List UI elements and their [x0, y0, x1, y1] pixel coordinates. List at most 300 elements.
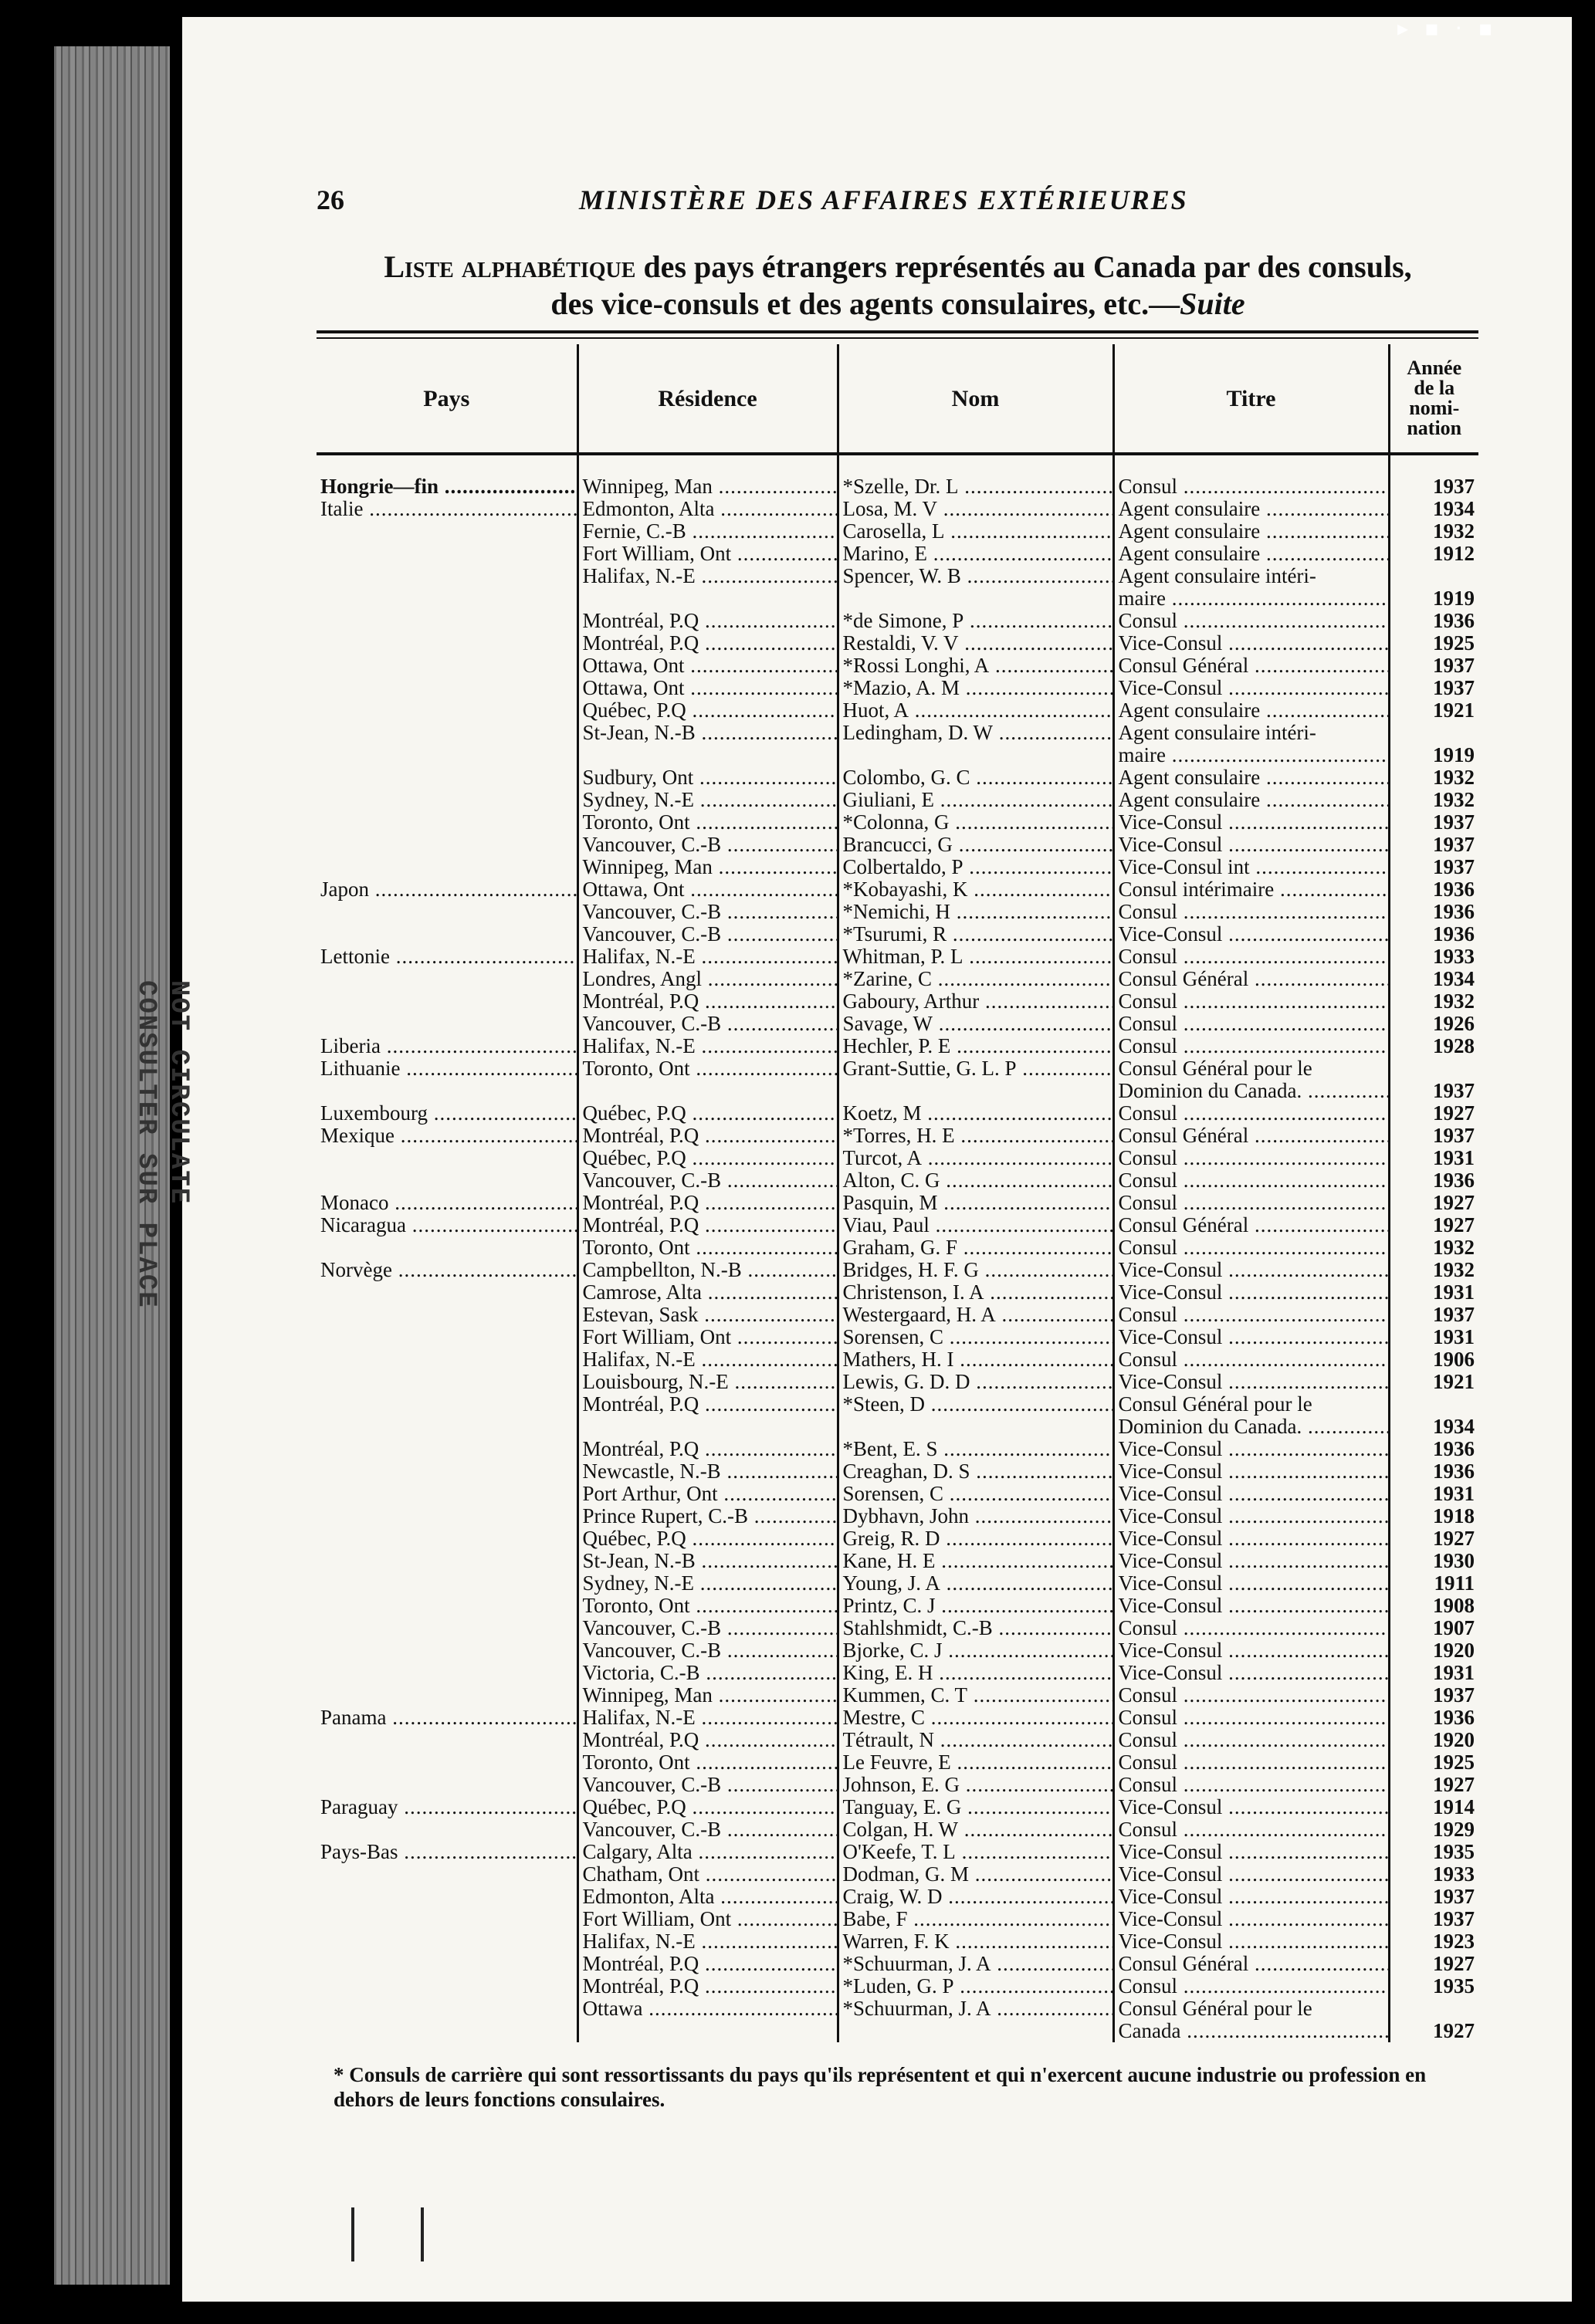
- cell-titre: Consul Général pour le: [1113, 1393, 1389, 1416]
- cell-titre: Consul .....: [1113, 454, 1389, 498]
- cell-residence: Edmonton, Alta .....: [577, 498, 838, 520]
- cell-titre: Consul Général .....: [1113, 1214, 1389, 1236]
- table-row: [317, 587, 1478, 610]
- cell-residence: Estevan, Sask .....: [577, 1304, 838, 1326]
- table-row: [317, 1774, 1478, 1796]
- cell-residence: Edmonton, Alta .....: [577, 1886, 838, 1908]
- cell-residence: Chatham, Ont .....: [577, 1863, 838, 1886]
- cell-nom: Restaldi, V. V .....: [838, 632, 1113, 655]
- cell-pays: [317, 923, 577, 945]
- table-row: [317, 1841, 1478, 1863]
- table-header-row: [317, 344, 1478, 454]
- cell-titre: Consul Général .....: [1113, 1125, 1389, 1147]
- cell-titre: Consul Général .....: [1113, 968, 1389, 990]
- table-row: [317, 454, 1478, 498]
- cell-pays: [317, 655, 577, 677]
- table-row: [317, 722, 1478, 744]
- cell-annee: 1937: [1389, 834, 1478, 856]
- cell-annee: 1934: [1389, 1416, 1478, 1438]
- cell-pays: [317, 1169, 577, 1192]
- cell-nom: [838, 1416, 1113, 1438]
- table-row: [317, 1662, 1478, 1684]
- table-row: [317, 1505, 1478, 1527]
- cell-titre: Consul .....: [1113, 945, 1389, 968]
- cell-pays: [317, 990, 577, 1013]
- double-rule-top: [317, 330, 1478, 333]
- cell-annee: 1937: [1389, 1908, 1478, 1930]
- header-titre: Titre: [1113, 344, 1389, 454]
- cell-pays: [317, 1147, 577, 1169]
- cell-nom: *Torres, H. E .....: [838, 1125, 1113, 1147]
- cell-annee: 1912: [1389, 543, 1478, 565]
- table-row: [317, 901, 1478, 923]
- cell-titre: Consul Général .....: [1113, 1953, 1389, 1975]
- table-row: [317, 1908, 1478, 1930]
- cell-nom: *Steen, D .....: [838, 1393, 1113, 1416]
- scan-artifact-marks: [351, 2207, 444, 2269]
- cell-titre: Consul .....: [1113, 1617, 1389, 1639]
- cell-titre: Agent consulaire .....: [1113, 520, 1389, 543]
- cell-titre: Consul .....: [1113, 1707, 1389, 1729]
- cell-annee: 1935: [1389, 1975, 1478, 1998]
- cell-residence: Toronto, Ont .....: [577, 811, 838, 834]
- cell-nom: Colgan, H. W .....: [838, 1818, 1113, 1841]
- cell-titre: Consul .....: [1113, 610, 1389, 632]
- table-row: [317, 1371, 1478, 1393]
- cell-annee: [1389, 1057, 1478, 1080]
- title-line1: des pays étrangers représentés au Canada par des consuls,: [635, 249, 1412, 284]
- cell-nom: Alton, C. G .....: [838, 1169, 1113, 1192]
- cell-nom: Whitman, P. L .....: [838, 945, 1113, 968]
- cell-annee: 1921: [1389, 699, 1478, 722]
- cell-nom: *Tsurumi, R .....: [838, 923, 1113, 945]
- cell-titre: Vice-Consul .....: [1113, 1371, 1389, 1393]
- table-row: [317, 811, 1478, 834]
- cell-residence: Halifax, N.-E .....: [577, 1930, 838, 1953]
- cell-pays: Panama .....: [317, 1707, 577, 1729]
- cell-annee: 1936: [1389, 1707, 1478, 1729]
- cell-pays: [317, 632, 577, 655]
- cell-titre: maire .....: [1113, 744, 1389, 766]
- cell-titre: Consul Général pour le: [1113, 1057, 1389, 1080]
- cell-annee: 1923: [1389, 1930, 1478, 1953]
- table-row: [317, 766, 1478, 789]
- cell-nom: Christenson, I. A .....: [838, 1281, 1113, 1304]
- cell-nom: Le Feuvre, E .....: [838, 1751, 1113, 1774]
- cell-pays: [317, 565, 577, 587]
- cell-annee: 1927: [1389, 1192, 1478, 1214]
- table-row: [317, 655, 1478, 677]
- cell-residence: Toronto, Ont .....: [577, 1595, 838, 1617]
- cell-annee: 1929: [1389, 1818, 1478, 1841]
- cell-annee: 1932: [1389, 766, 1478, 789]
- cell-annee: 1937: [1389, 1125, 1478, 1147]
- cell-annee: 1932: [1389, 520, 1478, 543]
- cell-titre: Consul Général pour le: [1113, 1998, 1389, 2020]
- cell-residence: Québec, P.Q .....: [577, 1527, 838, 1550]
- cell-residence: Winnipeg, Man .....: [577, 454, 838, 498]
- cell-pays: [317, 1348, 577, 1371]
- cell-pays: [317, 722, 577, 744]
- table-row: [317, 1192, 1478, 1214]
- cell-titre: Consul .....: [1113, 1818, 1389, 1841]
- cell-nom: Sorensen, C .....: [838, 1326, 1113, 1348]
- cell-annee: 1936: [1389, 1169, 1478, 1192]
- cell-annee: 1906: [1389, 1348, 1478, 1371]
- cell-pays: [317, 1393, 577, 1416]
- cell-pays: [317, 1281, 577, 1304]
- cell-pays: [317, 834, 577, 856]
- cell-annee: 1920: [1389, 1639, 1478, 1662]
- table-row: [317, 744, 1478, 766]
- cell-pays: [317, 1662, 577, 1684]
- cell-annee: 1933: [1389, 945, 1478, 968]
- cell-titre: Vice-Consul .....: [1113, 677, 1389, 699]
- cell-nom: Gaboury, Arthur .....: [838, 990, 1113, 1013]
- cell-nom: Savage, W .....: [838, 1013, 1113, 1035]
- cell-pays: [317, 1550, 577, 1572]
- cell-residence: Prince Rupert, C.-B .....: [577, 1505, 838, 1527]
- cell-residence: Sydney, N.-E .....: [577, 1572, 838, 1595]
- cell-annee: 1936: [1389, 923, 1478, 945]
- table-row: [317, 1550, 1478, 1572]
- cell-pays: [317, 1930, 577, 1953]
- cell-annee: 1937: [1389, 856, 1478, 878]
- cell-nom: *Luden, G. P .....: [838, 1975, 1113, 1998]
- cell-titre: Consul .....: [1113, 1169, 1389, 1192]
- cell-residence: Montréal, P.Q .....: [577, 1214, 838, 1236]
- cell-pays: [317, 1371, 577, 1393]
- cell-annee: 1932: [1389, 1236, 1478, 1259]
- cell-nom: [838, 1080, 1113, 1102]
- cell-nom: Kummen, C. T .....: [838, 1684, 1113, 1707]
- table-row: [317, 878, 1478, 901]
- table-row: [317, 1281, 1478, 1304]
- cell-residence: Vancouver, C.-B .....: [577, 1169, 838, 1192]
- cell-residence: [577, 587, 838, 610]
- cell-titre: Consul .....: [1113, 1035, 1389, 1057]
- cell-nom: *Bent, E. S .....: [838, 1438, 1113, 1460]
- cell-pays: [317, 610, 577, 632]
- cell-annee: 1931: [1389, 1326, 1478, 1348]
- cell-titre: Vice-Consul .....: [1113, 1863, 1389, 1886]
- cell-nom: Brancucci, G .....: [838, 834, 1113, 856]
- cell-pays: [317, 699, 577, 722]
- table-row: [317, 1886, 1478, 1908]
- cell-pays: Pays-Bas .....: [317, 1841, 577, 1863]
- cell-nom: Giuliani, E .....: [838, 789, 1113, 811]
- cell-nom: Huot, A .....: [838, 699, 1113, 722]
- cell-residence: Halifax, N.-E .....: [577, 945, 838, 968]
- cell-residence: Fernie, C.-B .....: [577, 520, 838, 543]
- cell-pays: [317, 1639, 577, 1662]
- cell-pays: Italie .....: [317, 498, 577, 520]
- cell-pays: [317, 1975, 577, 1998]
- cell-annee: 1914: [1389, 1796, 1478, 1818]
- table-row: [317, 1617, 1478, 1639]
- cell-nom: Graham, G. F .....: [838, 1236, 1113, 1259]
- cell-annee: 1932: [1389, 990, 1478, 1013]
- cell-nom: *Colonna, G .....: [838, 811, 1113, 834]
- cell-titre: Vice-Consul .....: [1113, 1527, 1389, 1550]
- cell-residence: Montréal, P.Q .....: [577, 632, 838, 655]
- table-row: [317, 1595, 1478, 1617]
- table-row: [317, 1393, 1478, 1416]
- cell-titre: Consul .....: [1113, 1147, 1389, 1169]
- cell-pays: [317, 901, 577, 923]
- table-row: [317, 1818, 1478, 1841]
- cell-titre: Vice-Consul .....: [1113, 1572, 1389, 1595]
- cell-annee: 1927: [1389, 1214, 1478, 1236]
- cell-pays: Lithuanie .....: [317, 1057, 577, 1080]
- cell-nom: Dodman, G. M .....: [838, 1863, 1113, 1886]
- cell-titre: Vice-Consul .....: [1113, 1908, 1389, 1930]
- cell-pays: Nicaragua .....: [317, 1214, 577, 1236]
- cell-nom: Tanguay, E. G .....: [838, 1796, 1113, 1818]
- cell-nom: Koetz, M .....: [838, 1102, 1113, 1125]
- cell-titre: Vice-Consul .....: [1113, 1281, 1389, 1304]
- cell-pays: [317, 677, 577, 699]
- cell-titre: maire .....: [1113, 587, 1389, 610]
- table-row: [317, 1460, 1478, 1483]
- cell-annee: 1937: [1389, 677, 1478, 699]
- table-row: [317, 1147, 1478, 1169]
- cell-nom: *Zarine, C .....: [838, 968, 1113, 990]
- title-suite: Suite: [1180, 286, 1245, 321]
- cell-residence: Montréal, P.Q .....: [577, 990, 838, 1013]
- cell-residence: [577, 1416, 838, 1438]
- cell-nom: Mestre, C .....: [838, 1707, 1113, 1729]
- cell-nom: Grant-Suttie, G. L. P .....: [838, 1057, 1113, 1080]
- cell-annee: 1933: [1389, 1863, 1478, 1886]
- cell-annee: 1926: [1389, 1013, 1478, 1035]
- cell-titre: Vice-Consul .....: [1113, 1841, 1389, 1863]
- cell-residence: Sudbury, Ont .....: [577, 766, 838, 789]
- table-row: [317, 968, 1478, 990]
- table-row: [317, 990, 1478, 1013]
- cell-annee: 1927: [1389, 1102, 1478, 1125]
- cell-residence: Ottawa .....: [577, 1998, 838, 2020]
- cell-titre: Canada .....: [1113, 2020, 1389, 2042]
- table-row: [317, 945, 1478, 968]
- cell-annee: 1934: [1389, 498, 1478, 520]
- table-row: [317, 1102, 1478, 1125]
- cell-pays: [317, 1527, 577, 1550]
- cell-annee: [1389, 565, 1478, 587]
- cell-pays: [317, 1483, 577, 1505]
- cell-residence: Vancouver, C.-B .....: [577, 834, 838, 856]
- cell-residence: Montréal, P.Q .....: [577, 1438, 838, 1460]
- cell-pays: [317, 1953, 577, 1975]
- cell-titre: Vice-Consul .....: [1113, 1460, 1389, 1483]
- cell-annee: 1925: [1389, 1751, 1478, 1774]
- header-nom: Nom: [838, 344, 1113, 454]
- header-annee: Année de la nomi- nation: [1389, 344, 1478, 454]
- cell-pays: [317, 1684, 577, 1707]
- cell-annee: 1936: [1389, 1438, 1478, 1460]
- cell-nom: *Rossi Longhi, A .....: [838, 655, 1113, 677]
- cell-residence: St-Jean, N.-B .....: [577, 722, 838, 744]
- cell-annee: 1931: [1389, 1281, 1478, 1304]
- cell-nom: Hechler, P. E .....: [838, 1035, 1113, 1057]
- table-row: [317, 1035, 1478, 1057]
- cell-residence: Québec, P.Q .....: [577, 699, 838, 722]
- cell-pays: [317, 2020, 577, 2042]
- cell-titre: Consul .....: [1113, 1774, 1389, 1796]
- cell-pays: Paraguay .....: [317, 1796, 577, 1818]
- cell-residence: Port Arthur, Ont .....: [577, 1483, 838, 1505]
- cell-pays: [317, 1617, 577, 1639]
- cell-annee: [1389, 722, 1478, 744]
- header-pays: Pays: [317, 344, 577, 454]
- cell-nom: Bridges, H. F. G .....: [838, 1259, 1113, 1281]
- cell-residence: Ottawa, Ont .....: [577, 655, 838, 677]
- cell-pays: Liberia .....: [317, 1035, 577, 1057]
- cell-pays: Mexique .....: [317, 1125, 577, 1147]
- cell-residence: Toronto, Ont .....: [577, 1236, 838, 1259]
- table-row: [317, 1930, 1478, 1953]
- cell-annee: 1937: [1389, 811, 1478, 834]
- cell-residence: Montréal, P.Q .....: [577, 1192, 838, 1214]
- cell-pays: [317, 1438, 577, 1460]
- cell-nom: Colbertaldo, P .....: [838, 856, 1113, 878]
- cell-residence: Montréal, P.Q .....: [577, 1125, 838, 1147]
- cell-titre: Vice-Consul .....: [1113, 1483, 1389, 1505]
- cell-titre: Consul .....: [1113, 1348, 1389, 1371]
- cell-nom: Colombo, G. C .....: [838, 766, 1113, 789]
- cell-annee: 1931: [1389, 1147, 1478, 1169]
- cell-annee: 1927: [1389, 1527, 1478, 1550]
- cell-pays: [317, 587, 577, 610]
- cell-titre: Consul .....: [1113, 1684, 1389, 1707]
- cell-titre: Consul .....: [1113, 1236, 1389, 1259]
- cell-titre: Consul intérimaire .....: [1113, 878, 1389, 901]
- cell-pays: [317, 1505, 577, 1527]
- cell-residence: Halifax, N.-E .....: [577, 565, 838, 587]
- cell-titre: Vice-Consul .....: [1113, 1662, 1389, 1684]
- table-row: [317, 1259, 1478, 1281]
- cell-annee: 1927: [1389, 1774, 1478, 1796]
- cell-nom: Greig, R. D .....: [838, 1527, 1113, 1550]
- cell-pays: [317, 1908, 577, 1930]
- cell-annee: [1389, 1998, 1478, 2020]
- cell-titre: Consul .....: [1113, 1192, 1389, 1214]
- cell-annee: 1936: [1389, 901, 1478, 923]
- cell-nom: Craig, W. D .....: [838, 1886, 1113, 1908]
- cell-residence: Fort William, Ont .....: [577, 543, 838, 565]
- cell-titre: Vice-Consul .....: [1113, 1595, 1389, 1617]
- cell-annee: 1934: [1389, 968, 1478, 990]
- cell-nom: [838, 744, 1113, 766]
- cell-pays: [317, 1080, 577, 1102]
- table-row: [317, 923, 1478, 945]
- cell-titre: Agent consulaire .....: [1113, 789, 1389, 811]
- cell-pays: [317, 1774, 577, 1796]
- cell-titre: Consul Général .....: [1113, 655, 1389, 677]
- cell-annee: 1937: [1389, 1080, 1478, 1102]
- cell-residence: Halifax, N.-E .....: [577, 1707, 838, 1729]
- cell-annee: 1936: [1389, 610, 1478, 632]
- cell-titre: Vice-Consul .....: [1113, 1930, 1389, 1953]
- cell-pays: Hongrie—fin .....: [317, 454, 577, 498]
- cell-pays: [317, 766, 577, 789]
- cell-residence: Vancouver, C.-B .....: [577, 1013, 838, 1035]
- cell-pays: [317, 543, 577, 565]
- cell-annee: 1937: [1389, 1886, 1478, 1908]
- table-row: [317, 543, 1478, 565]
- cell-annee: 1921: [1389, 1371, 1478, 1393]
- cell-residence: Winnipeg, Man .....: [577, 856, 838, 878]
- cell-nom: Marino, E .....: [838, 543, 1113, 565]
- table-row: [317, 1348, 1478, 1371]
- cell-pays: [317, 1863, 577, 1886]
- table-row: [317, 1684, 1478, 1707]
- library-stamp: NOT CIRCULATE CONSULTER SUR PLACE: [131, 980, 193, 1309]
- cell-pays: Luxembourg .....: [317, 1102, 577, 1125]
- table-row: [317, 1236, 1478, 1259]
- cell-titre: Vice-Consul .....: [1113, 1639, 1389, 1662]
- cell-annee: 1907: [1389, 1617, 1478, 1639]
- cell-nom: Ledingham, D. W .....: [838, 722, 1113, 744]
- cell-residence: St-Jean, N.-B .....: [577, 1550, 838, 1572]
- cell-annee: 1931: [1389, 1483, 1478, 1505]
- cell-residence: Victoria, C.-B .....: [577, 1662, 838, 1684]
- cell-titre: Vice-Consul .....: [1113, 1505, 1389, 1527]
- cell-nom: King, E. H .....: [838, 1662, 1113, 1684]
- cell-titre: Consul .....: [1113, 901, 1389, 923]
- cell-residence: Calgary, Alta .....: [577, 1841, 838, 1863]
- cell-pays: Lettonie .....: [317, 945, 577, 968]
- cell-annee: 1928: [1389, 1035, 1478, 1057]
- cell-annee: 1920: [1389, 1729, 1478, 1751]
- cell-titre: Vice-Consul .....: [1113, 1796, 1389, 1818]
- cell-nom: *Mazio, A. M .....: [838, 677, 1113, 699]
- cell-annee: [1389, 1393, 1478, 1416]
- cell-annee: 1935: [1389, 1841, 1478, 1863]
- table-row: [317, 1998, 1478, 2020]
- cell-pays: [317, 968, 577, 990]
- cell-titre: Agent consulaire .....: [1113, 766, 1389, 789]
- cell-residence: Campbellton, N.-B .....: [577, 1259, 838, 1281]
- cell-annee: 1919: [1389, 587, 1478, 610]
- cell-residence: Londres, Angl .....: [577, 968, 838, 990]
- table-row: [317, 1796, 1478, 1818]
- cell-pays: [317, 1886, 577, 1908]
- table-row: [317, 1527, 1478, 1550]
- cell-titre: Vice-Consul .....: [1113, 1886, 1389, 1908]
- cell-titre: Vice-Consul .....: [1113, 1326, 1389, 1348]
- cell-nom: Sorensen, C .....: [838, 1483, 1113, 1505]
- table-row: [317, 1639, 1478, 1662]
- cell-annee: 1937: [1389, 454, 1478, 498]
- cell-annee: 1932: [1389, 789, 1478, 811]
- cell-pays: Norvège .....: [317, 1259, 577, 1281]
- title-line2: des vice-consuls et des agents consulaires, etc.—: [550, 286, 1180, 321]
- cell-residence: Vancouver, C.-B .....: [577, 923, 838, 945]
- cell-residence: Vancouver, C.-B .....: [577, 901, 838, 923]
- table-row: [317, 856, 1478, 878]
- cell-nom: Dybhavn, John .....: [838, 1505, 1113, 1527]
- cell-titre: Vice-Consul .....: [1113, 1259, 1389, 1281]
- table-row: [317, 1326, 1478, 1348]
- cell-residence: Québec, P.Q .....: [577, 1147, 838, 1169]
- cell-nom: Mathers, H. I .....: [838, 1348, 1113, 1371]
- cell-residence: Louisbourg, N.-E .....: [577, 1371, 838, 1393]
- cell-residence: Toronto, Ont .....: [577, 1057, 838, 1080]
- cell-pays: [317, 856, 577, 878]
- cell-residence: Fort William, Ont .....: [577, 1908, 838, 1930]
- table-row: [317, 610, 1478, 632]
